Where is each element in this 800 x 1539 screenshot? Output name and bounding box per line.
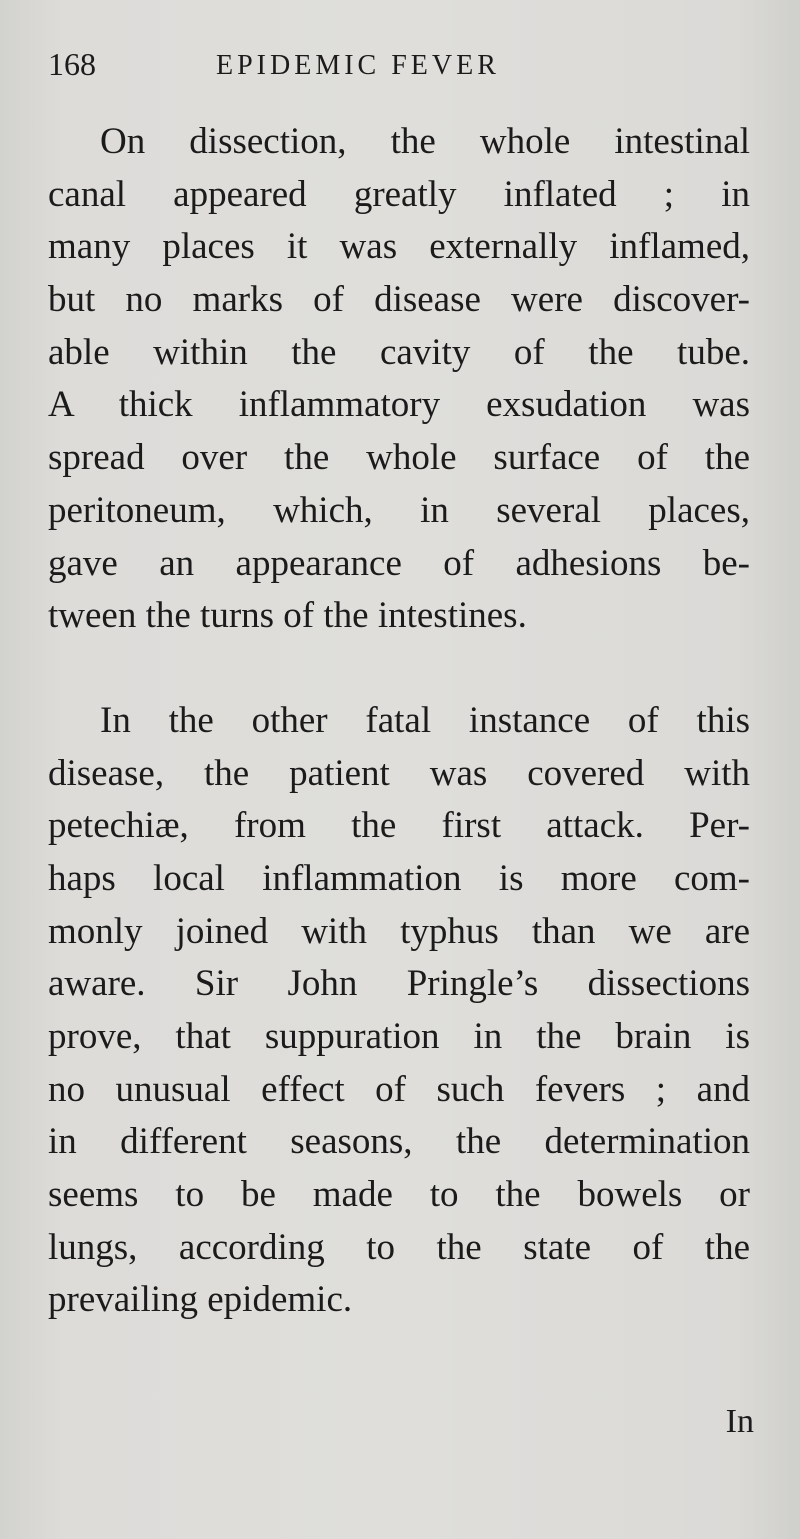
text-line: spread over the whole surface of the bbox=[48, 437, 750, 479]
text-line: prove, that suppuration in the brain is bbox=[48, 1016, 750, 1057]
text-line: lungs, according to the state of the bbox=[48, 1226, 750, 1268]
text-line: canal appeared greatly inflated ; in bbox=[48, 173, 750, 215]
text-line: peritoneum, which, in several places, bbox=[48, 489, 750, 531]
paragraph-1 bbox=[48, 116, 750, 643]
text-line: On dissection, the whole intestinal bbox=[100, 121, 750, 162]
text-line: able within the cavity of the tube. bbox=[48, 331, 750, 373]
paragraph-spacer bbox=[48, 643, 750, 695]
text-line: disease, the patient was covered with bbox=[48, 752, 750, 794]
text-line: haps local inflammation is more com- bbox=[48, 857, 750, 899]
text-line: aware. Sir John Pringle’s dissections bbox=[48, 963, 750, 1005]
text-line: tween the turns of the intestines. bbox=[48, 595, 527, 637]
text-line: A thick inflammatory exsudation was bbox=[48, 384, 750, 426]
text-line: petechiæ, from the first attack. Per- bbox=[48, 805, 750, 847]
page-number: 168 bbox=[48, 46, 96, 82]
text-line: monly joined with typhus than we are bbox=[48, 910, 750, 952]
paragraph-2 bbox=[48, 695, 750, 1327]
page-header bbox=[48, 44, 608, 90]
text-line: In the other fatal instance of this bbox=[100, 699, 750, 741]
text-line: prevailing epidemic. bbox=[48, 1279, 353, 1321]
text-line: seems to be made to the bowels or bbox=[48, 1174, 750, 1216]
text-line: in different seasons, the determination bbox=[48, 1121, 750, 1163]
text-line: no unusual effect of such fevers ; and bbox=[48, 1068, 750, 1110]
catchword: In bbox=[725, 1403, 754, 1440]
text-line: but no marks of disease were discover- bbox=[48, 279, 750, 321]
running-head: EPIDEMIC FEVER bbox=[216, 50, 500, 81]
text-line: many places it was externally inflamed, bbox=[48, 226, 750, 268]
text-line: gave an appearance of adhesions be- bbox=[48, 542, 750, 584]
body-text bbox=[48, 116, 750, 1327]
